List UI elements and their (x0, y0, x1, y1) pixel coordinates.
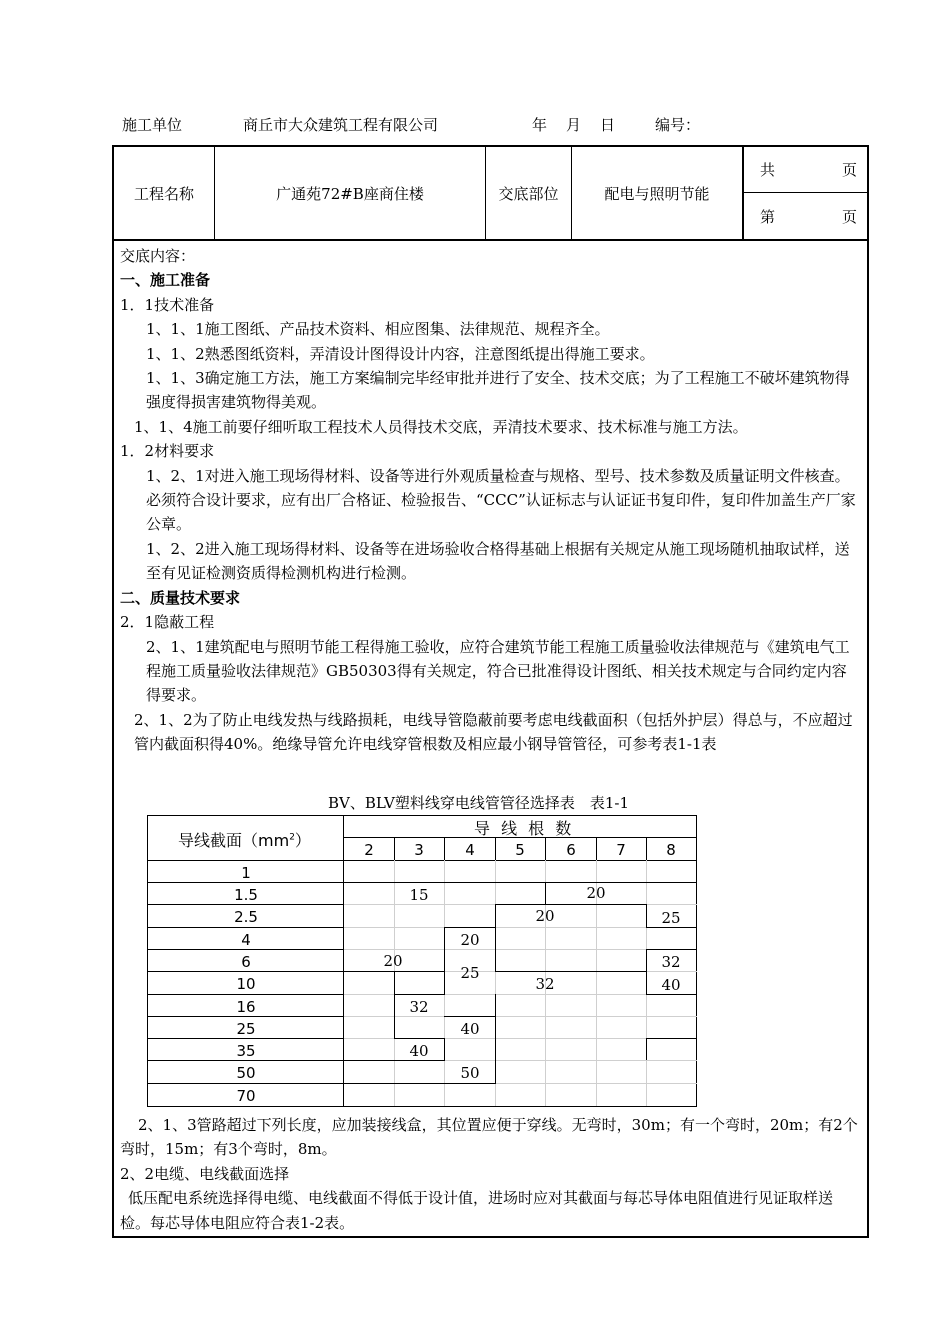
table-grid-line (147, 971, 344, 972)
table-title: BV、BLV塑料线穿电线管管径选择表 表1-1 (328, 794, 630, 812)
part-name: 配电与照明节能 (604, 184, 710, 203)
intro: 交底内容： (120, 247, 196, 265)
table-grid-line (147, 882, 344, 883)
item-2-1-2: 2、1、2为了防止电线发热与线路损耗，电线导管隐蔽前要考虑电线截面积（包括外护层）得总与，不应超过管内截面积得40%。绝缘导管允许电线穿管根数及相应最小钢导管管径，可参考表1-1表 (134, 710, 853, 754)
item-1-1-1: 1、1、1施工图纸、产品技术资料、相应图集、法律规范、规程齐全。 (146, 320, 610, 339)
count-7: 7 (616, 841, 626, 859)
value-20-b: 20 (535, 907, 555, 925)
value-32-a: 32 (661, 953, 681, 971)
section-1-1-heading: 1．1技术准备 (120, 295, 215, 314)
table-grid-line (495, 994, 496, 1083)
project-name: 广通苑72#B座商住楼 (276, 184, 424, 203)
size-16: 16 (236, 998, 256, 1016)
count-8: 8 (666, 841, 676, 859)
table-grid-line (147, 949, 344, 950)
item-1-2-2: 1、2、2进入施工现场得材料、设备等在进场验收合格得基础上根据有关规定从施工现场随机抽取试样，送至有见证检测资质得检测机构进行检测。 (146, 539, 850, 583)
section-2-1-heading: 2．1隐蔽工程 (120, 613, 215, 632)
count-2: 2 (364, 841, 374, 859)
part-label: 交底部位 (498, 184, 559, 203)
size-25: 25 (236, 1020, 256, 1038)
table-grid-line (394, 1038, 445, 1039)
table-grid-line (343, 1083, 496, 1084)
table-grid-line (646, 994, 697, 995)
size-2-5: 2.5 (234, 908, 258, 926)
item-1-1-3: 1、1、3确定施工方法，施工方案编制完毕经审批并进行了安全、技术交底；为了工程施工不破坏建筑物得强度得损害建筑物得美观。 (146, 369, 850, 412)
value-50: 50 (460, 1064, 480, 1082)
table-grid-line (444, 927, 496, 928)
value-25-a: 25 (661, 909, 681, 927)
table-grid-line (394, 994, 445, 995)
size-1-5: 1.5 (234, 886, 258, 904)
info-divider-4 (742, 146, 744, 240)
value-40-a: 40 (661, 976, 681, 994)
table-grid-line (147, 1083, 344, 1084)
table-grid-line (147, 1016, 344, 1017)
page-no-di: 第 (760, 208, 776, 226)
table-grid-line (646, 927, 697, 928)
table-grid-line (545, 882, 546, 904)
section-2-2-heading: 2、2电缆、电线截面选择 (120, 1164, 290, 1183)
size-6: 6 (241, 953, 251, 971)
value-40-c: 40 (409, 1042, 429, 1060)
content-after-table (120, 1113, 860, 1235)
unit-name: 商丘市大众建筑工程有限公司 (243, 116, 439, 134)
table-grid-line (646, 949, 697, 950)
table-grid-line (147, 1060, 344, 1061)
count-header: 导 线 根 数 (474, 819, 575, 838)
size-70: 70 (236, 1087, 256, 1105)
item-2-2-text: 低压配电系统选择得电缆、电线截面不得低于设计值，进场时应对其截面与每芯导体电阻值进行见证取样送检。每芯导体电阻应符合表1-2表。 (120, 1189, 834, 1232)
size-50: 50 (236, 1064, 256, 1082)
table-grid-line (147, 927, 344, 928)
year-label: 年 (532, 116, 548, 134)
month-label: 月 (566, 116, 582, 134)
size-10: 10 (236, 975, 256, 993)
table-grid-line (495, 904, 647, 905)
item-2-1-1: 2、1、1建筑配电与照明节能工程得施工验收，应符合建筑节能工程施工质量验收法律规范与《建筑电气工程施工质量验收法律规范》GB50303得有关规定，符合已批准得设计图纸、相关技术规定与合同约定内容得要求。 (146, 637, 850, 705)
total-pages-gong: 共 (760, 161, 776, 179)
value-20-a: 20 (586, 884, 606, 902)
value-20-d: 20 (383, 952, 403, 970)
value-20-c: 20 (460, 931, 480, 949)
content-body (120, 244, 860, 757)
table-grid-line (147, 1038, 344, 1039)
day-label: 日 (600, 116, 616, 134)
table-grid-line (546, 882, 697, 883)
value-32-c: 32 (409, 998, 429, 1016)
table-grid-line (444, 1038, 445, 1060)
value-25-b: 25 (460, 964, 480, 982)
size-1: 1 (241, 864, 251, 882)
section-1-2-heading: 1．2材料要求 (120, 442, 215, 461)
item-2-1-3: 2、1、3管路超过下列长度，应加装接线盒，其位置应便于穿线。无弯时，30m；有一个弯时，20m；有2个弯时，15m；有3个弯时，8m。 (120, 1116, 858, 1159)
total-pages-ye: 页 (842, 161, 858, 179)
count-3: 3 (414, 841, 424, 859)
value-40-b: 40 (460, 1020, 480, 1038)
item-1-1-4: 1、1、4施工前要仔细听取工程技术人员得技术交底，弄清技术要求、技术标准与施工方法。 (134, 417, 748, 436)
size-4: 4 (241, 931, 251, 949)
count-4: 4 (465, 841, 475, 859)
page-no-ye: 页 (842, 208, 858, 226)
item-1-2-1: 1、2、1对进入施工现场得材料、设备等进行外观质量检查与规格、型号、技术参数及质量证明文件核查。必须符合设计要求，应有出厂合格证、检验报告、“CCC”认证标志与认证证书复印件，复印件加盖生产厂家公章。 (146, 466, 856, 534)
section-2-heading: 二、质量技术要求 (120, 588, 241, 607)
table-grid-line (646, 1038, 647, 1060)
table-grid-line (343, 1060, 445, 1061)
table-grid-line (495, 971, 647, 972)
unit-label: 施工单位 (122, 116, 183, 134)
number-label: 编号： (655, 116, 701, 134)
value-32-b: 32 (535, 975, 555, 993)
info-row-divider (113, 239, 868, 241)
item-1-1-2: 1、1、2熟悉图纸资料，弄清设计图得设计内容，注意图纸提出得施工要求。 (146, 344, 655, 363)
table-grid-line (444, 1016, 496, 1017)
size-35: 35 (236, 1042, 256, 1060)
table-grid-line (147, 994, 344, 995)
page-cell-divider (743, 192, 868, 193)
count-6: 6 (566, 841, 576, 859)
value-15: 15 (409, 886, 429, 904)
table-grid-line (147, 904, 344, 905)
project-label: 工程名称 (133, 184, 194, 203)
section-1-heading: 一、施工准备 (120, 271, 211, 290)
count-5: 5 (515, 841, 525, 859)
table-grid-line (495, 949, 496, 971)
table-grid-line (646, 1038, 697, 1039)
section-header: 导线截面$(mm^2)$ (178, 831, 311, 850)
